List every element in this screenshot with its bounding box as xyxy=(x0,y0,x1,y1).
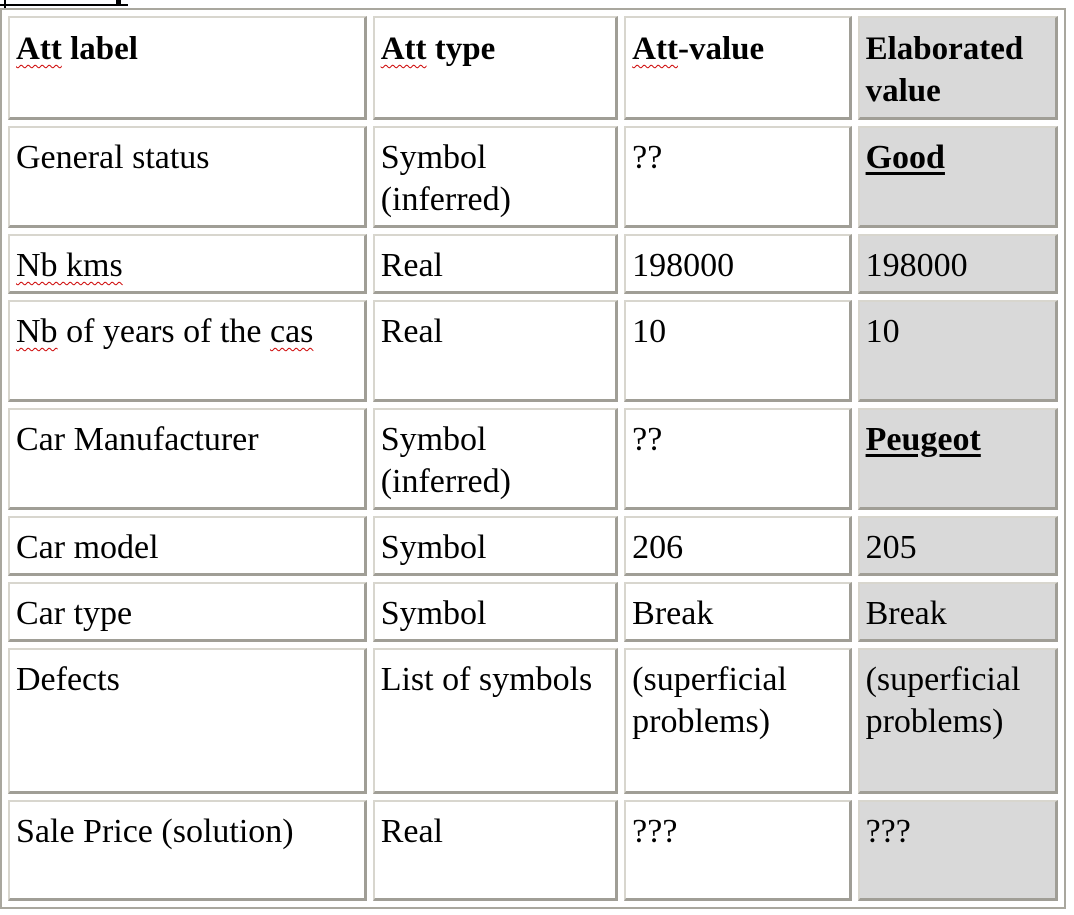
elaborated-value-cell: (superficial problems) xyxy=(858,648,1058,794)
att-label-cell: Nb kms xyxy=(8,234,367,294)
att-type-cell: List of symbols xyxy=(373,648,618,794)
att-type-cell: Symbol (inferred) xyxy=(373,408,618,510)
att-label-cell: Car model xyxy=(8,516,367,576)
att-type-cell: Symbol (inferred) xyxy=(373,126,618,228)
att-value-cell: ?? xyxy=(624,126,851,228)
elaborated-value-cell: ??? xyxy=(858,800,1058,901)
elaborated-value-cell: Good xyxy=(858,126,1058,228)
att-type-cell: Real xyxy=(373,300,618,402)
table-row xyxy=(8,234,1058,294)
att-label-cell: Nb of years of the cas xyxy=(8,300,367,402)
att-value-cell: 206 xyxy=(624,516,851,576)
att-label-cell: Defects xyxy=(8,648,367,794)
header-att-value: Att-value xyxy=(624,16,851,120)
att-label-cell: Car type xyxy=(8,582,367,642)
header-att-type: Att type xyxy=(373,16,618,120)
att-label-cell: General status xyxy=(8,126,367,228)
table-row xyxy=(8,800,1058,901)
att-value-cell: Break xyxy=(624,582,851,642)
att-value-cell: (superficial problems) xyxy=(624,648,851,794)
elaborated-value-cell: 198000 xyxy=(858,234,1058,294)
att-type-cell: Real xyxy=(373,800,618,901)
att-type-cell: Symbol xyxy=(373,582,618,642)
att-value-cell: ??? xyxy=(624,800,851,901)
att-value-cell: 198000 xyxy=(624,234,851,294)
att-value-cell: ?? xyxy=(624,408,851,510)
table-row xyxy=(8,582,1058,642)
att-type-cell: Real xyxy=(373,234,618,294)
table-row xyxy=(8,516,1058,576)
att-type-cell: Symbol xyxy=(373,516,618,576)
attribute-table xyxy=(0,8,1066,909)
elaborated-value-cell: Peugeot xyxy=(858,408,1058,510)
elaborated-value-cell: 205 xyxy=(858,516,1058,576)
header-elaborated-value: Elaborated value xyxy=(858,16,1058,120)
table-row xyxy=(8,408,1058,510)
table-row xyxy=(8,126,1058,228)
elaborated-value-cell: Break xyxy=(858,582,1058,642)
att-label-cell: Sale Price (solution) xyxy=(8,800,367,901)
elaborated-value-cell: 10 xyxy=(858,300,1058,402)
att-value-cell: 10 xyxy=(624,300,851,402)
header-att-label: Att label xyxy=(8,16,367,120)
table-row xyxy=(8,300,1058,402)
att-label-cell: Car Manufacturer xyxy=(8,408,367,510)
table-header-row xyxy=(8,16,1058,120)
table-row xyxy=(8,648,1058,794)
